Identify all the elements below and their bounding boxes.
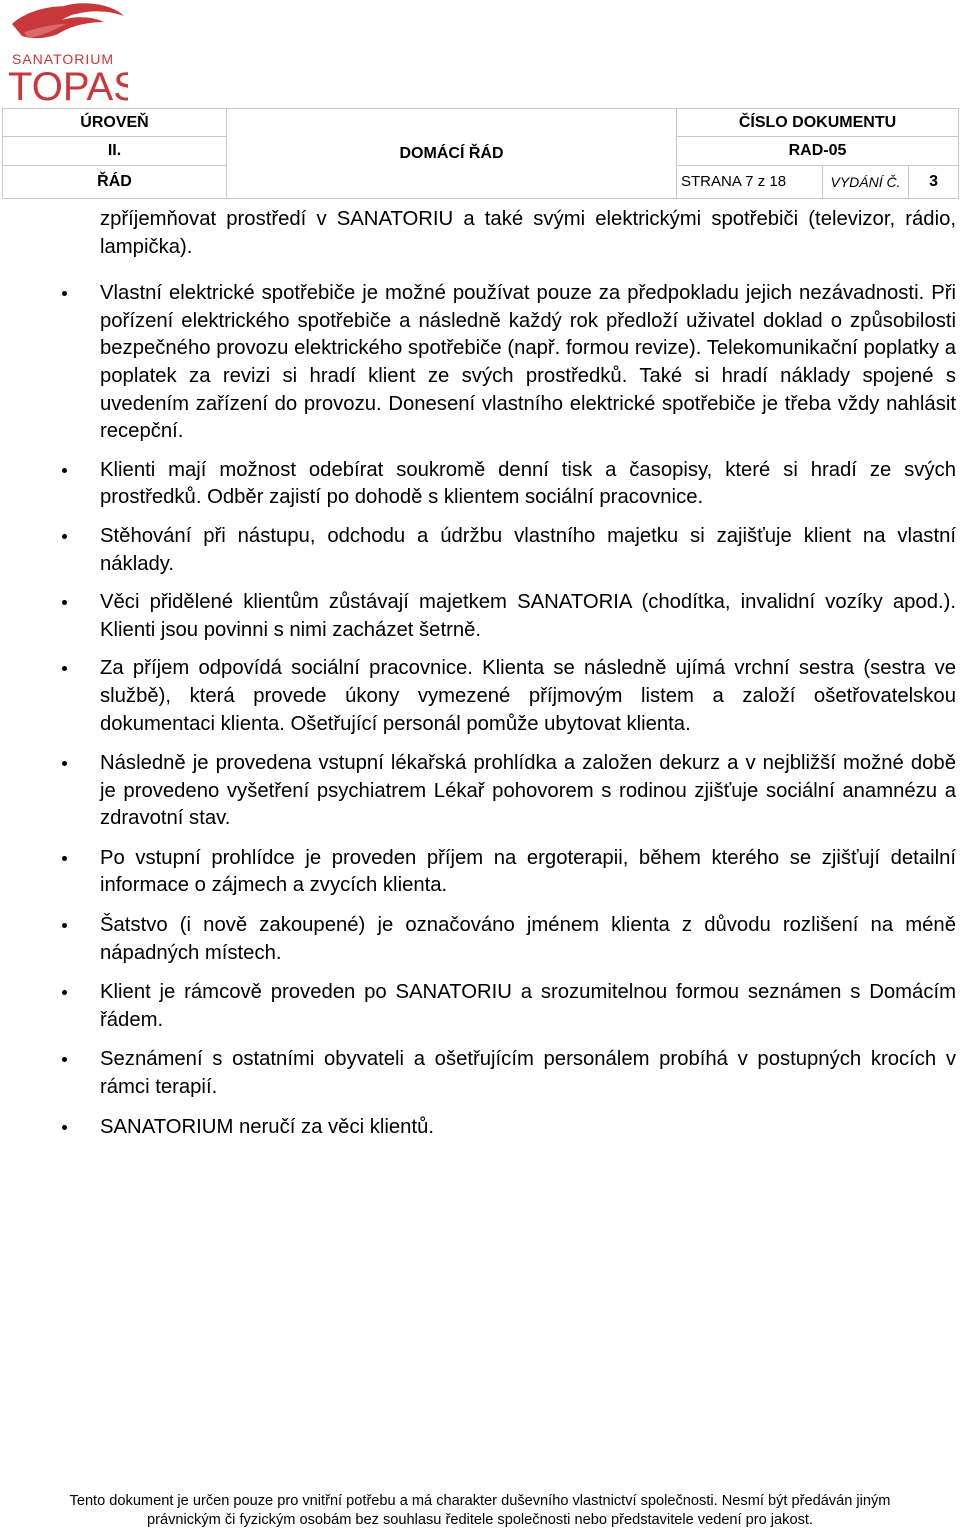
list-item-text: Šatstvo (i nově zakoupené) je označováno jménem klienta z důvodu rozlišení na méně nápadných místech. — [100, 914, 956, 964]
list-item-text: Seznámení s ostatními obyvateli a ošetřujícím personálem probíhá v postupných krocích v rámci terapií. — [100, 1048, 956, 1099]
level-value: II. — [3, 137, 227, 166]
continuation-paragraph: zpříjemňovat prostředí v SANATORIU a také svými elektrickými spotřebiči (televizor, rádio, lampička). — [100, 208, 956, 258]
page-number: STRANA 7 z 18 — [677, 166, 823, 199]
bullet-icon — [62, 291, 67, 296]
list-item — [62, 1046, 956, 1101]
bullet-icon — [62, 600, 67, 605]
list-item — [62, 750, 956, 833]
bullet-icon — [62, 856, 67, 861]
list-item-text: Následně je provedena vstupní lékařská prohlídka a založen dekurz a v nejbližší možné době je provedeno vyšetření psychiatrem Lékař pohovorem s rodinou zjišťuje sociální anamnézu a zdravotní stav. — [100, 752, 956, 830]
list-item-text: Stěhování při nástupu, odchodu a údržbu vlastního majetku si zajišťuje klient na vlastní náklady. — [100, 524, 956, 575]
edition-value: 3 — [909, 166, 959, 199]
doc-number-label: ČÍSLO DOKUMENTU — [677, 109, 959, 137]
footer-line-1: Tento dokument je určen pouze pro vnitřní potřebu a má charakter duševního vlastnictví společnosti. Nesmí být předáván jiným — [69, 1493, 891, 1509]
list-item-text: Za příjem odpovídá sociální pracovnice. Klienta se následně ujímá vrchní sestra (sestra ve službě), která provede úkony vymezené příjmovým listem a založí ošetřovatelskou dokumentaci klienta. Ošetřující personál pomůže ubytovat klienta. — [100, 657, 956, 735]
list-item-text: SANATORIUM neručí za věci klientů. — [100, 1115, 434, 1138]
logo-graphic — [4, 2, 128, 104]
bullet-icon — [62, 468, 67, 473]
list-item-text: Klienti mají možnost odebírat soukromě denní tisk a časopisy, které si hradí ze svých prostředků. Odběr zajistí po dohodě s klientem sociální pracovnice. — [100, 458, 956, 509]
bullet-icon — [62, 666, 67, 671]
level-label: ÚROVEŇ — [3, 109, 227, 137]
bullet-icon — [62, 1125, 67, 1130]
logo-line2: TOPAS — [8, 65, 128, 104]
bullet-icon — [62, 534, 67, 539]
edition-label: VYDÁNÍ Č. — [823, 166, 909, 199]
bullet-icon — [62, 1057, 67, 1062]
list-item — [62, 655, 956, 738]
list-item — [62, 845, 956, 900]
bullet-icon — [62, 923, 67, 928]
list-item — [62, 589, 956, 644]
list-item — [62, 523, 956, 578]
list-item — [62, 979, 956, 1034]
list-item — [62, 912, 956, 967]
level-type: ŘÁD — [3, 166, 227, 199]
list-item — [62, 280, 956, 446]
list-item — [62, 1114, 956, 1142]
bullet-icon — [62, 761, 67, 766]
document-body — [62, 206, 956, 1152]
list-item-text: Klient je rámcově proveden po SANATORIU a srozumitelnou formou seznámen s Domácím řádem. — [100, 981, 956, 1031]
list-item-text: Věci přidělené klientům zůstávají majetkem SANATORIA (chodítka, invalidní vozíky apod.). Klienti jsou povinni s nimi zacházet šetrně. — [100, 591, 956, 641]
list-item-text: Po vstupní prohlídce je proveden příjem na ergoterapii, během kterého se zjišťují detailní informace o zájmech a zvycích klienta. — [100, 846, 956, 897]
doc-number: RAD-05 — [677, 137, 959, 166]
bullet-icon — [62, 990, 67, 995]
document-title: DOMÁCÍ ŘÁD — [227, 109, 677, 199]
confidentiality-footer — [0, 1492, 960, 1530]
footer-line-2: právnickým či fyzickým osobám bez souhlasu ředitele společnosti nebo představitele vedení pro jakost. — [147, 1512, 813, 1528]
list-item — [62, 457, 956, 512]
list-item-text: Vlastní elektrické spotřebiče je možné používat pouze za předpokladu jejich nezávadnosti. Při pořízení elektrického spotřebiče a následně každý rok předloží uživatel doklad o způsobilosti bezpečného provozu elektrického spotřebiče (např. formou revize). Telekomunikační poplatky a poplatek za revizi si hradí klient ze svých prostředků. Také si hradí náklady spojené s uvedením zařízení do provozu. Donesení vlastního elektrické spotřebiče je třeba vždy nahlásit recepční. — [100, 282, 956, 443]
document-header-table — [2, 108, 959, 199]
sanatorium-topas-logo — [4, 2, 128, 104]
logo-line1: SANATORIUM — [12, 51, 115, 67]
